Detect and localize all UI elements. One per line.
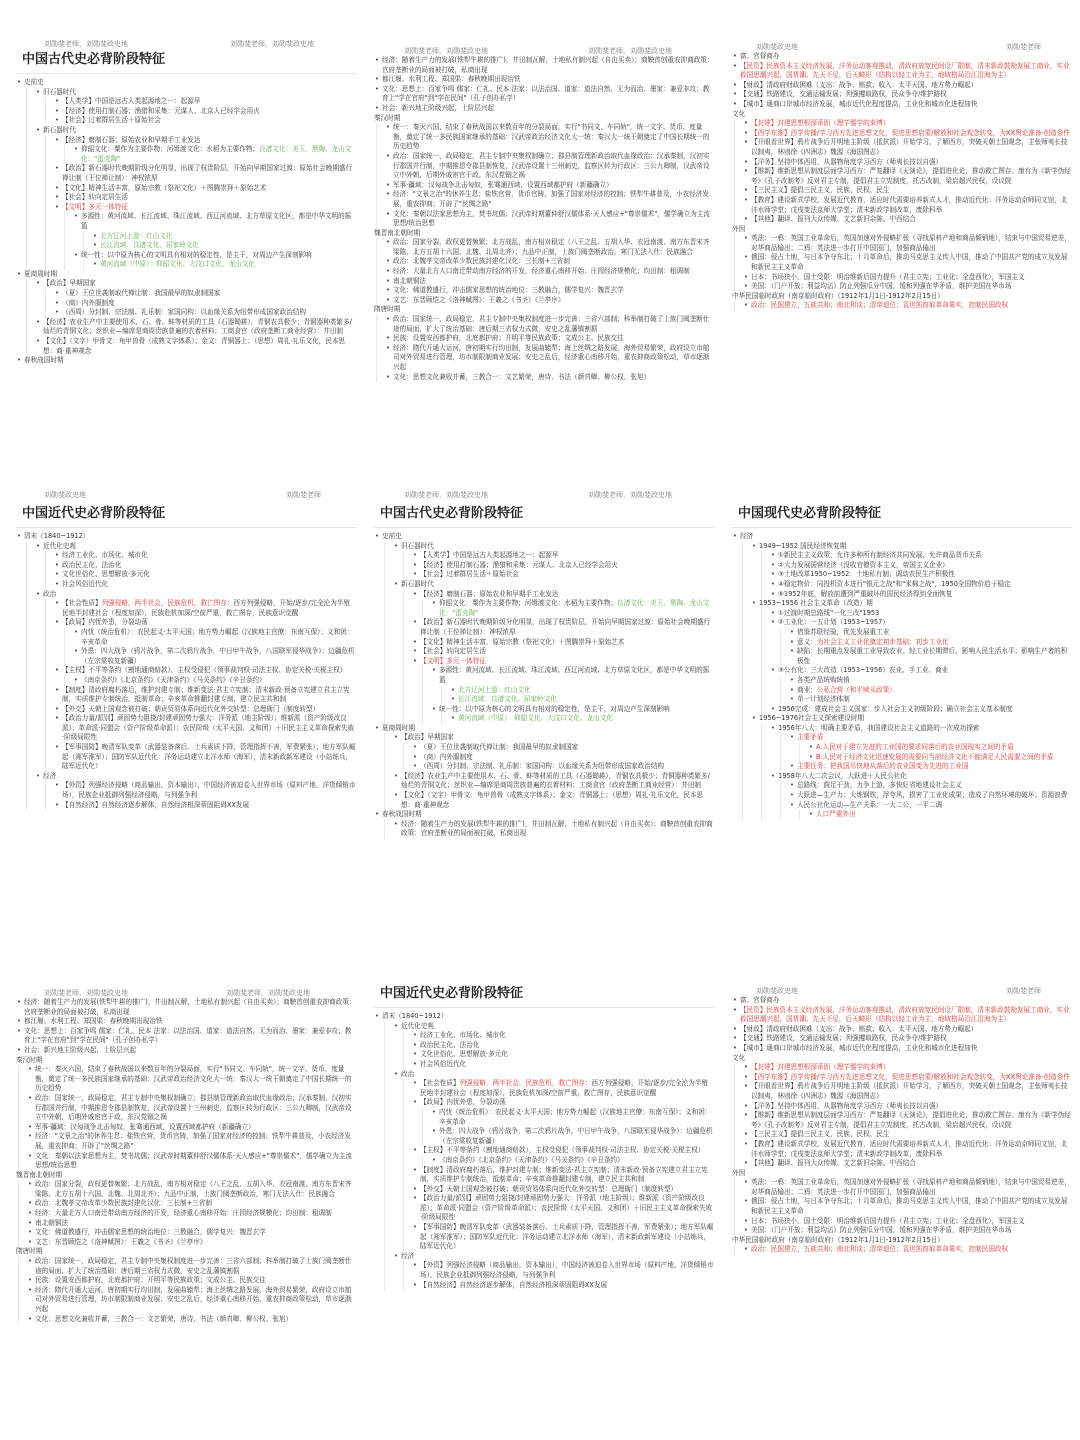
node-foreign: • 外因 • 英法：一鸦：英国工业革命后，英国加速对外侵略扩张（寻找原料产地和商品倾销地），结束与中国贸易逆差，对华商品输出；二鸦：英法进一步打开中国国门，加强商品输出 • 俄国：侵占土地，与日本争夺东北；十月革命后，推动马克思主义传入中国，推动了中国共产党的成立及发展和新民主主义革命 • 日本：书场狭小，国土受限：明治维新后国力提升（君主立宪；工业化；全盘西化），军国主义 • 美国：（门户开放；利益均沾）防止列强瓜分中国，缓和列强在华矛盾，维护美国在华市场 [732,1169,1072,1236]
node-xia: • 夏商周时期 • 【政治】早期国家 • （夏）王位世袭制取代禅让制：我国最早的奴隶制国家 • （商）内外服制度 • （西周）分封制、宗法制、礼乐制：家国同构：以血缘关系为纽带形成国家政治结构 • 【经济】农业生产中主要使用木、石、骨、蚌等材质的工具（石器锄耕），青铜农具极少；青铜器种类繁多/灿烂的青铜文化；丝织业—编席是商周贵族普遍的衣着材料；工商食官（政府垄断工商业经营）：井田制 • 【文化】（文字）甲骨文：龟甲兽骨（成熟文字体系）；金文：青铜器上；（思想）周礼·礼乐文化，民本思想：商·重神观念 [374,724,714,810]
list-item: • 【政治】新石器时代晚期阶级分化明显，出现了权贵阶层，开始向早期国家过渡：原始社会晚期盛行禅让制（王位禅让制）：神权浓厚 [412,618,714,637]
list-item: • 政治 • 【社会性质】列强侵略，两半社会，民族危机，救亡图存：西方列强侵略，开始/逐步/完全沦为半殖民地半封建社会（程度加深），民族危机加深/空前严重，救亡图存，民族意识觉醒 • 【政局】内忧外患，分裂动荡 • 内忧（统治危机）：农民起义·太平天国；地方势力崛起（汉族地主官僚：东南互保）；义和团：辛亥革命 • 外患：四大战争（鸦片战争，第二次鸦片战争，中日甲午战争，八国联军侵华战争）：边疆危机（左宗棠收复新疆） • 【主权】不平等条约（割地通商赔款），主权受侵犯（领事裁判权·司法主权、协定关税·关税主权） • 《南京条约》《北京条约》《天津条约》《马关条约》《辛丑条约》 • 【制度】清政府腐朽落后，维护封建专制；维新变法·君主立宪制；清末新政·预备立宪建立君主立宪制，实质维护专制统治，抵制革命；辛亥革命推翻封建专制，建立民主共和制 • 【外交】天朝上国观念被打破；朝贡贸易体系向近代化外交转型：总理衙门（制度转型） • 【政治力量/派别】顽固势力阻挠/封建顽固势力强大：洋务派（地主阶级）；维新派（资产阶级改良派）；革命派·同盟会（资产阶级革命派）；农民阶级（太平天国、义和团）＋旧民主主义革命探索失败·阶级局限性 • 【军事国防】晚清军队变革（武器装备落后、士兵素质下降，管理指挥不善，军费紧张）；地方军队崛起（湘军淮军）；国防军队近代化：洋务运动建立北洋水师（海军），清末新政新军建设（小站练兵，陆军近代化） [393,1070,714,1252]
watermark: 刘勋斐政史地 [756,987,798,995]
list-item: • 【教育】建设新式学校，发展近代教育，适应时代需要培养新式人才，推动近代化：洋务运动京师同文馆，北洋水师学堂；戊戌变法京师大学堂；清末新政学制改革，废除科举 [743,196,1072,215]
outline-tree [374,56,714,382]
node-qing: • 清末（1840~1912） • 近代化史观 • 经济工业化、市场化、城市化 • 政治民主化、法治化 • 文化世俗化、思想解放·多元化 • 社会风俗近代化 • 政治 • 【社会性质】列强侵略，两半社会，民族危机，救亡图存：西方列强侵略，开始/逐步/完全沦为半殖民地半封建社会（程度加深），民族危机加深/空前严重，救亡图存，民族意识觉醒 • 【政局】内忧外患，分裂动荡 • 内忧（统治危机）：农民起义·太平天国；地方势力崛起（汉族地主官僚：东南互保）；义和团：辛亥革命 • 外患：四大战争（鸦片战争，第二次鸦片战争，中日甲午战争，八国联军侵华战争）：边疆危机（左宗棠收复新疆） • 【主权】不平等条约（割地通商赔款），主权受侵犯（领事裁判权·司法主权、协定关税·关税主权） • 《南京条约》《北京条约》《天津条约》《马关条约》《辛丑条约》 • 【制度】清政府腐朽落后，维护封建专制；维新变法·君主立宪制；清末新政·预备立宪建立君主立宪制，实质维护专制统治，抵制革命；辛亥革命推翻封建专制，建立民主共和制 • 【外交】天朝上国观念被打破；朝贡贸易体系向近代化外交转型：总理衙门（制度转型） • 【政治力量/派别】顽固势力阻挠/封建顽固势力强大：洋务派（地主阶级）；维新派（资产阶级改良派）；革命派·同盟会（资产阶级革命派）；农民阶级（太平天国、义和团）＋旧民主主义革命探索失败·阶级局限性 • 【军事国防】晚清军队变革（武器装备落后、士兵素质下降，管理指挥不善，军费紧张）；地方军队崛起（湘军淮军）；国防军队近代化：洋务运动建立北洋水师（海军），清末新政新军建设（小站练兵，陆军近代化） • 经济 • 【外资】列强经济侵略（商品输出，资本输出），中国经济被迫卷入世界市场（原料产地，洋货倾销市场），民族企业抵御列强经济侵略，与列强争利 • 【自然经济】自然经济逐步解体，自然经济根深蒂固阻碍XX发展 [374,1012,714,1290]
list-item: • 【洋务】坚持中体西用，从器物角度学习西方（师夷长技以自强） [743,158,1072,168]
list-item: • 【外资】列强经济侵略（商品输出，资本输出），中国经济被迫卷入世界市场（原料产地，洋货倾销市场），民族企业抵御列强经济侵略，与列强争利 [54,781,356,800]
list-item: • 美国：（门户开放；利益均沾）防止列强瓜分中国，缓和列强在华矛盾，维护美国在华市场 [743,282,1072,292]
list-item: • 政治：国家分裂，政权更替频繁；北方战乱，南方相对稳定（八王之乱、五胡入华、衣冠南渡、南方东晋宋齐梁陈、北方五胡十六国、北魏、北周北齐）；九品中正制，士族门阀垄断政治，寒门无法入仕：民族融合 [27,1180,356,1199]
list-item: • 英法：一鸦：英国工业革命后，英国加速对外侵略扩张（寻找原料产地和商品倾销地），结束与中国贸易逆差，对华商品输出；二鸦：英法进一步打开中国国门，加强商品输出 [743,1178,1072,1197]
outline-tree [16,78,356,366]
node-foreign: • 外因 • 英法：一鸦：英国工业革命后，英国加速对外侵略扩张（寻找原料产地和商品倾销地），结束与中国贸易逆差，对华商品输出；二鸦：英法进一步打开中国国门，加强商品输出 • 俄国：侵占土地，与日本争夺东北；十月革命后，推动马克思主义传入中国，推动了中国共产党的成立及发展和新民主主义革命 • 日本：书场狭小，国土受限：明治维新后国力提升（君主立宪；工业化；全盘西化），军国主义 • 美国：（门户开放；利益均沾）防止列强瓜分中国，缓和列强在华矛盾，维护美国在华市场 [732,225,1072,292]
list-item: • 内忧（统治危机）：农民起义·太平天国；地方势力崛起（汉族地主官僚：东南互保）；义和团：辛亥革命 [73,628,356,647]
outline-tree [374,532,714,839]
node-paleo: • 旧石器时代 • 【人类学】中国是远古人类起源地之一：起源早 • 【经济】使用打制石器；渔猎和采集：元谋人、北京人已经学会用火 • 【社会】过着群居生活＋原始社会 [35,88,356,126]
list-item: • 文化：秦朝以法家思想为主，焚书坑儒；汉武帝时期董仲舒汉儒体系·天人感应+"尊崇儒术"，儒学确立为主流思想/统治思想 [385,210,714,229]
outline-tree [732,532,1072,820]
list-item: • 【财政】清政府财政困难（支出：战争、赔款；收入：太平天国、地方势力崛起） [732,81,1072,91]
list-item: • 【文明】多元一体特征 • 多源性：黄河流域、长江流域、珠江流域、西辽河流域、北方草原文化区，都是中华文明的摇篮 • 北方辽河上游：红山文化 • 长江流域：良渚文化、屈家岭文化 • 统一性：以中原为核心的文明具有相对的稳定性，是主干，对周边产生深刻影响 • 黄河流域（中原）：仰韶文化、大汶口文化、龙山文化 [412,657,714,724]
panel-ancient-4 [16,982,356,1432]
panel-modern-2 [732,34,1072,504]
list-item: • （夏）王位世袭制取代禅让制：我国最早的奴隶制国家 [412,743,714,753]
node-minguo: • 中华民国临时政府（南京临时政府）（1912年1月1日-1912年2月15日） • 政治：民国建立，五族共和；南北和谈；清帝退位；袁世凯窃取革命果实，控制民国政权 [732,1236,1072,1255]
list-item: • 【军事国防】晚清军队变革（武器装备落后、士兵素质下降，管理指挥不善，军费紧张）；地方军队崛起（湘军淮军）；国防军队近代化：洋务运动建立北洋水师（海军），清末新政新军建设（小站练兵，陆军近代化） [54,743,356,772]
list-item: • 借鉴苏联经验，优先发展重工业 [789,628,1072,638]
list-item: • 【交通】铁路建设，交通运输发展；列强攫取路权，民众争夺/维护路权 [732,1034,1072,1044]
list-item: • 【主权】不平等条约（割地通商赔款），主权受侵犯（领事裁判权·司法主权、协定关税·关税主权） • 《南京条约》《北京条约》《天津条约》《马关条约》《辛丑条约》 [54,666,356,685]
page-title: 中国近代史必背阶段特征 [22,506,166,521]
watermark: 刘勋斐老师，刘勋斐政史地 [44,989,128,997]
list-item: • 经济：隋代开通大运河，唐初期实行均田制，发展曲辕犁；海上丝绸之路发展，海外贸易繁荣，政府设立市舶司对外贸易进行管理，坊市制限制商业发展；安史之乱后，经济重心南移开始，重农抑商政策松动，草市逐渐兴起 [27,1286,356,1315]
list-item: • ③公有化：三大改造（1953~1956）农业、手工业、商业 • 各类产品统购统销 • 商业：公私合营（和平赎买政策） • 单一计划经济体制 [770,666,1072,704]
list-item: • 黄河流域（中原）：仰韶文化、大汶口文化、龙山文化 [92,260,356,270]
list-item: • 政治：北魏孝文帝改革少数民族封建化汉化：三长制+三省制 [385,257,714,267]
list-item: • 文化：思想文化兼收并蓄，三教合一：文艺繁荣，唐诗、书法（颜真卿、柳公权、张旭） [27,1315,356,1325]
list-item: • 人民公社化运动—生产关系：一大二公，一平二调 • 人口严重外出 [789,801,1072,820]
list-item: • B.人民对于经济文化迅速发展的需要同当前经济文化不能满足人民需要之间的矛盾 [808,753,1072,763]
list-item: • 政治：民国建立，五族共和；南北和谈；清帝退位；袁世凯窃取革命果实，控制民国政权 [743,301,1072,311]
list-item: • 社会风俗近代化 [54,580,356,590]
node-qinhan: • 秦汉时期 • 统一：秦灭六国，结束了春秋战国以来数百年的分裂局面，实行"书同文、车同轨"，统一文字、货币、度量衡，奠定了统一多民族国家继承的基础：汉武帝政治经济文化大一统：秦汉大一统王朝奠定了中国长期统一的历史趋势 • 政治：国家统一，政局稳定，君主专制中央集权制确立；郡县制管理新政治取代血缘政治；汉承秦制，汉初实行郡国并行制，中期推恩令郡县制恢复，汉武帝设置十三州刺史，监察区转为行政区：三公九卿制，汉武帝设立中外朝，后期外戚宦官干政，东汉党锢之祸 • 军事·疆域：汉匈战争北击匈奴，张骞通西域，设置西域都护府（新疆确立） • 经济："文景之治"的休养生息；盐铁官营，货币官铸，加强了国家对经济的控制；铁犁牛耕普及，小农经济发展，重农抑商；开辟了"丝绸之路" • 文化：秦朝以法家思想为主，焚书坑儒；汉武帝时期董仲舒汉儒体系·天人感应+"尊崇儒术"，儒学确立为主流思想/统治思想 [16,1056,356,1171]
list-item: • 都江堰、水利工程、郑国渠：春秋晚期出现冶铁 [16,1017,356,1027]
list-item: • 多源性：黄河流域、长江流域、珠江流域、西辽河流域、北方草原文化区，都是中华文明的摇篮 • 北方辽河上游：红山文化 • 长江流域：良渚文化、屈家岭文化 [431,666,714,704]
list-item: • 【政治】新石器时代晚期阶级分化明显，出现了权贵阶层，开始向早期国家过渡：原始社会晚期盛行禅让制（王位禅让制）：神权浓厚 [54,164,356,183]
page-title: 中国近代史必背阶段特征 [380,986,524,1001]
list-item: • 【社会】转向定居生活 [54,193,356,203]
list-item: • 【经济】使用打制石器；渔猎和采集：元谋人、北京人已经学会用火 [412,561,714,571]
list-item: • 《南京条约》《北京条约》《天津条约》《马关条约》《辛丑条约》 [73,676,356,686]
divider [16,527,356,528]
list-item: • 多源性：黄河流域、长江流域、珠江流域、西辽河流域、北方草原文化区，都是中华文明的摇篮 • 北方辽河上游：红山文化 • 长江流域：良渚文化、屈家岭文化 [73,212,356,250]
list-item: • 【交通】铁路建设，交通运输发展；列强攫取路权，民众争夺/维护路权 [732,90,1072,100]
page-title: 中国现代史必背阶段特征 [738,506,882,521]
list-item: • 社会：新兴地主阶级兴起，士阶层兴起 [374,104,714,114]
list-item: • 【军事国防】晚清军队变革（武器装备落后、士兵素质下降，管理指挥不善，军费紧张）；地方军队崛起（湘军淮军）；国防军队近代化：洋务运动建立北洋水师（海军），清末新政新军建设（小站练兵，陆军近代化） [412,1223,714,1252]
list-item: • 主要矛盾 • A.人民对于建立先进的工业国的要求同落后的农业国现实之间的矛盾 • B.人民对于经济文化迅速发展的需要同当前经济文化不能满足人民需要之间的矛盾 [789,733,1072,762]
list-item: • 外患：四大战争（鸦片战争，第二次鸦片战争，中日甲午战争，八国联军侵华战争）：边疆危机（左宗棠收复新疆） [431,1127,714,1146]
list-item: • 【教育】建设新式学校，发展近代教育，适应时代需要培养新式人才，推动近代化：洋务运动京师同文馆，北洋水师学堂；戊戌变法京师大学堂；清末新政学制改革，废除科举 [743,1140,1072,1159]
node-spring: • 春秋战国时期 • 经济：随着生产力的发展(铁犁牛耕的推广)，井田制瓦解，土地私有制兴起（自由买卖）；商鞅首创重农抑商政策：官府垄断业的局面被打破，私商出现 [374,810,714,839]
panel-modern-1 [16,486,356,956]
list-item: • 【城市】通商口岸城市经济发展，城市近代化程度提高，工业化和城市化进程加快 [732,1044,1072,1054]
list-item: • 【其他】翻译、报刊大众传媒、文艺新旧杂陈、中西结合 [743,215,1072,225]
list-item: • 俄国：侵占土地，与日本争夺东北；十月革命后，推动马克思主义传入中国，推动了中国共产党的成立及发展和新民主主义革命 [743,253,1072,272]
list-item: • 各类产品统购统销 [789,676,1072,686]
list-item: • 文化：秦朝以法家思想为主，焚书坑儒；汉武帝时期董仲舒汉儒体系·天人感应+"尊崇儒术"，儒学确立为主流思想/统治思想 [27,1152,356,1171]
panel-modern-4 [732,982,1072,1432]
watermark: 刘勋斐老师，刘勋斐政史地 [404,491,488,499]
list-item: • 1949~1952 国民经济恢复期 • ①新民主主义政策，允许多种所有制经济共同发展，允许商品货币关系 • ②大力发展国营经济（没收官僚资本主义，帝国主义企业） • ③土地改革1950~1952：土地私有制；调动农民生产积极性 • ④稳定物价：同投机资本进行"银元之战"和"米棉之战"，1950全国物价趋于稳定 • ⑤1952年底，解放前遭到严重破坏的国民经济得到全面恢复 [751,542,1072,600]
list-item: • 单一计划经济体制 [789,695,1072,705]
list-item: • 商业：公私合营（和平赎买政策） [789,686,1072,696]
list-item: • 北方辽河上游：红山文化 [92,232,356,242]
node-qinhan: • 秦汉时期 • 统一：秦灭六国，结束了春秋战国以来数百年的分裂局面，实行"书同文、车同轨"，统一文字、货币、度量衡，奠定了统一多民族国家继承的基础：汉武帝政治经济文化大一统：秦汉大一统王朝奠定了中国长期统一的历史趋势 • 政治：国家统一，政局稳定，君主专制中央集权制确立；郡县制管理新政治取代血缘政治；汉承秦制，汉初实行郡国并行制，中期推恩令郡县制恢复，汉武帝设置十三州刺史，监察区转为行政区：三公九卿制，汉武帝设立中外朝，后期外戚宦官干政，东汉党锢之祸 • 军事·疆域：汉匈战争北击匈奴，张骞通西域，设置西域都护府（新疆确立） • 经济："文景之治"的休养生息；盐铁官营，货币官铸，加强了国家对经济的控制；铁犁牛耕普及，小农经济发展，重农抑商；开辟了"丝绸之路" • 文化：秦朝以法家思想为主，焚书坑儒；汉武帝时期董仲舒汉儒体系·天人感应+"尊崇儒术"，儒学确立为主流思想/统治思想 [374,114,714,229]
list-item: • 【封建】封建思想根深蒂固（理学儒学的束缚） [743,1063,1072,1073]
watermark: 刘勋斐老师，刘勋斐政史地 [588,491,672,499]
panel-modern-3 [374,982,714,1432]
list-item: • 文化：思想上：百家争鸣 儒家：仁礼、民本 法家：以法治国、道家：道法自然、无为而治、墨家：兼爱非攻；教育上"学在官府"到"学在民间"（孔子创办私学） [16,1027,356,1046]
watermark: 刘勋斐老师，刘勋斐政史地 [588,47,672,55]
list-item: • 【外资】列强经济侵略（商品输出，资本输出），中国经济被迫卷入世界市场（原料产地，洋货倾销市场），民族企业抵御列强经济侵略，与列强争利 [412,1261,714,1280]
list-item: • 【外交】天朝上国观念被打破；朝贡贸易体系向近代化外交转型：总理衙门（制度转型） [54,705,356,715]
list-item: • 【政治力量/派别】顽固势力阻挠/封建顽固势力强大：洋务派（地主阶级）；维新派（资产阶级改良派）；革命派·同盟会（资产阶级革命派）；农民阶级（太平天国、义和团）＋旧民主主义革命探索失败·阶级局限性 [412,1194,714,1223]
list-item: • 统一：秦灭六国，结束了春秋战国以来数百年的分裂局面，实行"书同文、车同轨"，统一文字、货币、度量衡，奠定了统一多民族国家继承的基础：汉武帝政治经济文化大一统：秦汉大一统王朝奠定了中国长期统一的历史趋势 [385,123,714,152]
list-item: • 【政局】内忧外患，分裂动荡 • 内忧（统治危机）：农民起义·太平天国；地方势力崛起（汉族地主官僚：东南互保）；义和团：辛亥革命 • 外患：四大战争（鸦片战争，第二次鸦片战争，中日甲午战争，八国联军侵华战争）：边疆危机（左宗棠收复新疆） [412,1098,714,1146]
list-item: • 经济 • 【外资】列强经济侵略（商品输出，资本输出），中国经济被迫卷入世界市场（原料产地，洋货倾销市场），民族企业抵御列强经济侵略，与列强争利 • 【自然经济】自然经济逐步解体，自然经济根深蒂固阻碍XX发展 [393,1252,714,1290]
list-item: • 【政治力量/派别】顽固势力阻挠/封建顽固势力强大：洋务派（地主阶级）；维新派（资产阶级改良派）；革命派·同盟会（资产阶级革命派）；农民阶级（太平天国、义和团）＋旧民主主义革命探索失败·阶级局限性 [54,714,356,743]
list-item: • 富、官督商办 [732,52,1072,62]
panel-ancient-2 [374,34,714,504]
list-item: • （商）内外服制度 [54,299,356,309]
node-spring: • 春秋战国时期 [16,356,356,366]
list-item: • 统一性：以中原为核心的文明具有相对的稳定性，是主干，对周边产生深刻影响 • 黄河流域（中原）：仰韶文化、大汶口文化、龙山文化 [73,251,356,270]
list-item: • 经济："文景之治"的休养生息；盐铁官营，货币官铸，加强了国家对经济的控制；铁犁牛耕普及，小农经济发展，重农抑商；开辟了"丝绸之路" [385,190,714,209]
list-item: • 经济 • 【外资】列强经济侵略（商品输出，资本输出），中国经济被迫卷入世界市场（原料产地，洋货倾销市场），民族企业抵御列强经济侵略，与列强争利 • 【自然经济】自然经济逐步解体，自然经济根深蒂固阻碍XX发展 [35,772,356,810]
list-item: • 经济：随着生产力的发展(铁犁牛耕的推广)，井田制瓦解，土地私有制兴起（自由买卖）；商鞅首创重农抑商政策：官府垄断业的局面被打破，私商出现 [16,998,356,1017]
list-item: • （夏）王位世袭制取代禅让制：我国最早的奴隶制国家 [54,289,356,299]
list-item: • 统一性：以中原为核心的文明具有相对的稳定性，是主干，对周边产生深刻影响 • 黄河流域（中原）：仰韶文化、大汶口文化、龙山文化 [431,705,714,724]
list-item: • ②工业化：一五计划（1953~1957） • 借鉴苏联经验，优先发展重工业 • 意义：为社会主义工业化奠定初步基础：初步工业化 • 缺陷：长期重点发展重工业导致农业、轻工业长期滞后，影响人民生活水平；影响生产者的积极性 [770,618,1072,666]
list-item: • 【开眼看世界】鸦片战争后开明地主阶级（抵抗派）开始学习，了解西方，突破天朝上国观念，主张师夷长技以制夷，林则徐《四洲志》魏源《海国图志》 [743,1082,1072,1101]
node-weijin: • 魏晋南北朝时期 • 政治：国家分裂，政权更替频繁；北方战乱，南方相对稳定（八王之乱、五胡入华、衣冠南渡、南方东晋宋齐梁陈、北方五胡十六国、北魏、北周北齐）；九品中正制，士族门阀垄断政治，寒门无法入仕：民族融合 • 政治：北魏孝文帝改革少数民族封建化汉化：三长制+三省制 • 经济：大量北方人口南迁带动南方经济的开发，经济重心南移开始：庄园经济规模化；均田制：租调制 • 南北朝铜法 • 文化：佛道教盛行，冲击儒家思想的统治地位：三教融合，儒学复兴：魏晋玄学 • 文艺：东晋顾恺之《洛神赋图》：王羲之《书圣》《兰亭序》 [16,1171,356,1248]
list-item: • 政治：国家统一，政局稳定，君主专制中央集权制度进一步完善：三省六部制；科举制打破了士族门阀垄断仕途的局面，扩大了统治基础：唐后期三省权力式微，安史之乱藩镇割据 [385,315,714,334]
list-item: • 【城市】通商口岸城市经济发展，城市近代化程度提高，工业化和城市化进程加快 [732,100,1072,110]
list-item: • 【经济】使用打制石器；渔猎和采集：元谋人、北京人已经学会用火 [54,107,356,117]
list-item: • 【三民主义】提倡三民主义，民族、民权、民生 [743,186,1072,196]
list-item: • （西周）分封制、宗法制、礼乐制：家国同构：以血缘关系为纽带形成国家政治结构 [54,308,356,318]
node-suitang: • 隋唐时期 • 政治：国家统一，政局稳定，君主专制中央集权制度进一步完善：三省六部制；科举制打破了士族门阀垄断仕途的局面，扩大了统治基础：唐后期三省权力式微，安史之乱藩镇割据 • 民族：设置安西都护府，北庭都护府；开明平等民族政策；文成公主、民族交往 • 经济：隋代开通大运河，唐初期实行均田制，发展曲辕犁；海上丝绸之路发展，海外贸易繁荣，政府设立市舶司对外贸易进行管理，坊市制限制商业发展；安史之乱后，经济重心南移开始，重农抑商政策松动，草市逐渐兴起 • 文化：思想文化兼收并蓄，三教合一：文艺繁荣，唐诗、书法（颜真卿、柳公权、张旭） [374,305,714,382]
list-item: • 【外交】天朝上国观念被打破；朝贡贸易体系向近代化外交转型：总理衙门（制度转型） [412,1185,714,1195]
list-item: • ①过渡时期总路线"一化三改"1953 [770,609,1072,619]
node-neo: • 新石器时代 • 【经济】磨制石器；原始农业和早期手工业发达 • 仰韶文化：粟作为主要作物；河姆渡文化：水稻为主要作物；良渚文化：美玉、黑陶、龙山文化："蛋壳陶" • 【政治】新石器时代晚期阶级分化明显，出现了权贵阶层，开始向早期国家过渡：原始社会晚期盛行禅让制（王位禅让制）：神权浓厚 • 【文化】精神生活丰富，原始宗教（祭祀文化）＋图腾崇拜＋原始艺术 • 【社会】转向定居生活 • 【文明】多元一体特征 • 多源性：黄河流域、长江流域、珠江流域、西辽河流域、北方草原文化区，都是中华文明的摇篮 • 北方辽河上游：红山文化 • 长江流域：良渚文化、屈家岭文化 • 统一性：以中原为核心的文明具有相对的稳定性，是主干，对周边产生深刻影响 • 黄河流域（中原）：仰韶文化、大汶口文化、龙山文化 [393,580,714,724]
list-item: • 【经济】磨制石器；原始农业和早期手工业发达 • 仰韶文化：粟作为主要作物；河姆渡文化：水稻为主要作物；良渚文化：美玉、黑陶、龙山文化："蛋壳陶" [54,136,356,165]
list-item: • 【社会】转向定居生活 [412,647,714,657]
list-item: • 政治：民国建立，五族共和；南北和谈；清帝退位；袁世凯窃取革命果实，控制民国政权 [743,1245,1072,1255]
divider [374,1007,714,1008]
node-culture: • 文化 • 【封建】封建思想根深蒂固（理学儒学的束缚） • 【西学东渐】西学传播/学习西方先进思想文化，促进思想启蒙/解放和社会观念转变，为XX舆论准备·创造条件 • 【开眼看世界】鸦片战争后开明地主阶级（抵抗派）开始学习，了解西方，突破天朝上国观念，主张师夷长技以制夷，林则徐《四洲志》魏源《海国图志》 • 【洋务】坚持中体西用，从器物角度学习西方（师夷长技以自强） • 【维新】维新思想从制度层面学习西方：严复翻译《天演论》，提倡进化论，推动救亡图存；康有为《新学伪经考》《孔子改制考》反对君主专制，提倡君主立宪制度，托古改制，梁启超兴民权，设议院 • 【三民主义】提倡三民主义，民族、民权、民生 • 【教育】建设新式学校，发展近代教育，适应时代需要培养新式人才，推动近代化：洋务运动京师同文馆，北洋水师学堂；戊戌变法京师大学堂；清末新政学制改革，废除科举 • 【其他】翻译、报刊大众传媒、文艺新旧杂陈、中西结合 [732,110,1072,225]
list-item: • 政治：国家统一，政局稳定，君主专制中央集权制度进一步完善：三省六部制；科举制打破了士族门阀垄断仕途的局面，扩大了统治基础：唐后期三省权力式微，安史之乱藩镇割据 [27,1257,356,1276]
list-item: • 【西学东渐】西学传播/学习西方先进思想文化，促进思想启蒙/解放和社会观念转变，为XX舆论准备·创造条件 [743,1073,1072,1083]
list-item: • 文化世俗化、思想解放·多元化 [412,1050,714,1060]
list-item: • 北方辽河上游：红山文化 [450,686,714,696]
list-item: • 日本：书场狭小，国土受限：明治维新后国力提升（君主立宪；工业化；全盘西化），军国主义 [743,1217,1072,1227]
list-item: • 《南京条约》《北京条约》《天津条约》《马关条约》《辛丑条约》 [431,1156,714,1166]
list-item: • 总路线：鼓足干劲，力争上游，多快好省地建设社会主义 [789,781,1072,791]
list-item: • 经济：随着生产力的发展(铁犁牛耕的推广)，井田制瓦解，土地私有制兴起（自由买卖）；商鞅首创重农抑商政策：官府垄断业的局面被打破，私商出现 [374,56,714,75]
list-item: • 大跃进—生产力：大炼钢铁，浮夸风，损害了工业化成果；造成了自然环境的破坏；资源浪费 [789,791,1072,801]
list-item: • ⑤1952年底，解放前遭到严重破坏的国民经济得到全面恢复 [770,590,1072,600]
list-item: • 【自然经济】自然经济逐步解体，自然经济根深蒂固阻碍XX发展 [54,801,356,811]
list-item: • 【主权】不平等条约（割地通商赔款），主权受侵犯（领事裁判权·司法主权、协定关税·关税主权） • 《南京条约》《北京条约》《天津条约》《马关条约》《辛丑条约》 [412,1146,714,1165]
list-item: • 统一：秦灭六国，结束了春秋战国以来数百年的分裂局面，实行"书同文、车同轨"，统一文字、货币、度量衡，奠定了统一多民族国家继承的基础：汉武帝政治经济文化大一统：秦汉大一统王朝奠定了中国长期统一的历史趋势 [27,1065,356,1094]
list-item: • 【政治】早期国家 • （夏）王位世袭制取代禅让制：我国最早的奴隶制国家 • （商）内外服制度 • （西周）分封制、宗法制、礼乐制：家国同构：以血缘关系为纽带形成国家政治结构 [393,733,714,771]
list-item: • 文化：思想文化兼收并蓄，三教合一：文艺繁荣，唐诗、书法（颜真卿、柳公权、张旭） [385,373,714,383]
node-weijin: • 魏晋南北朝时期 • 政治：国家分裂，政权更替频繁；北方战乱，南方相对稳定（八王之乱、五胡入华、衣冠南渡、南方东晋宋齐梁陈、北方五胡十六国、北魏、北周北齐）；九品中正制，士族门阀垄断政治，寒门无法入仕：民族融合 • 政治：北魏孝文帝改革少数民族封建化汉化：三长制+三省制 • 经济：大量北方人口南迁带动南方经济的开发，经济重心南移开始：庄园经济规模化；均田制：租调制 • 南北朝铜法 • 文化：佛道教盛行，冲击儒家思想的统治地位：三教融合，儒学复兴：魏晋玄学 • 文艺：东晋顾恺之《洛神赋图》：王羲之《书圣》《兰亭序》 [374,229,714,306]
list-item: • 富、官督商办 [732,996,1072,1006]
list-item: • 【财政】清政府财政困难（支出：战争、赔款；收入：太平天国、地方势力崛起） [732,1025,1072,1035]
list-item: • 【文化】精神生活丰富，原始宗教（祭祀文化）＋图腾崇拜＋原始艺术 [412,638,714,648]
list-item: • 军事·疆域：汉匈战争北击匈奴，张骞通西域，设置西域都护府（新疆确立） [27,1123,356,1133]
node-econ: • 经济 • 1949~1952 国民经济恢复期 • ①新民主主义政策，允许多种所有制经济共同发展，允许商品货币关系 • ②大力发展国营经济（没收官僚资本主义，帝国主义企业） • ③土地改革1950~1952：土地私有制；调动农民生产积极性 • ④稳定物价：同投机资本进行"银元之战"和"米棉之战"，1950全国物价趋于稳定 • ⑤1952年底，解放前遭到严重破坏的国民经济得到全面恢复 • 1953~1956 社会主义革命（改造）期 • ①过渡时期总路线"一化三改"1953 • ②工业化：一五计划（1953~1957） • 借鉴苏联经验，优先发展重工业 • 意义：为社会主义工业化奠定初步基础：初步工业化 • 缺陷：长期重点发展重工业导致农业、轻工业长期滞后，影响人民生活水平；影响生产者的积极性 • ③公有化：三大改造（1953~1956）农业、手工业、商业 • 各类产品统购统销 • 商业：公私合营（和平赎买政策） • 单一计划经济体制 • 1956完成：建成社会主义国家：步入社会主义初级阶段；确立社会主义基本制度 • 1956~1976社会主义探索建设时期 • 1956年八大：明确主要矛盾，我国建设社会主义道路的一次成功探索 • 主要矛盾 • A.人民对于建立先进的工业国的要求同落后的农业国现实之间的矛盾 • B.人民对于经济文化迅速发展的需要同当前经济文化不能满足人民需要之间的矛盾 • 主要任务：把我国尽快地从落后的农业国变为先进的工业国 • 1958年八大二次会议，大跃进＋人民公社化 • 总路线：鼓足干劲，力争上游，多快好省地建设社会主义 • 大跃进—生产力：大炼钢铁，浮夸风，损害了工业化成果；造成了自然环境的破坏；资源浪费 • 人民公社化运动—生产关系：一大二公，一平二调 • 人口严重外出 [732,532,1072,820]
outline-tree [16,998,356,1324]
list-item: • 1958年八大二次会议，大跃进＋人民公社化 • 总路线：鼓足干劲，力争上游，多快好省地建设社会主义 • 大跃进—生产力：大炼钢铁，浮夸风，损害了工业化成果；造成了自然环境的破坏；资源浪费 • 人民公社化运动—生产关系：一大二公，一平二调 • 人口严重外出 [770,772,1072,820]
watermark: 刘勋斐政史地 [44,491,86,499]
list-item: • 意义：为社会主义工业化奠定初步基础：初步工业化 [789,638,1072,648]
list-item: • 【民资】民族资本主义经济发展，洋务运动客观推动，清政府放宽民间设厂限制，清末新政鼓励发展工商业，实业救国思潮兴起，国货潮、先天不足，后天畸形（结构以轻工业为主，地域格局沿江沿海为主） [732,1006,1072,1025]
list-item: • 仰韶文化：粟作为主要作物；河姆渡文化：水稻为主要作物；良渚文化：美玉、黑陶、龙山文化："蛋壳陶" [431,599,714,618]
list-item: • 南北朝铜法 [385,277,714,287]
list-item: • 【社会性质】列强侵略，两半社会，民族危机，救亡图存：西方列强侵略，开始/逐步/完全沦为半殖民地半封建社会（程度加深），民族危机加深/空前严重，救亡图存，民族意识觉醒 [54,599,356,618]
list-item: • 文化：佛道教盛行，冲击儒家思想的统治地位：三教融合，儒学复兴：魏晋玄学 [27,1228,356,1238]
node-xia: • 夏商周时期 • 【政治】早期国家 • （夏）王位世袭制取代禅让制：我国最早的奴隶制国家 • （商）内外服制度 • （西周）分封制、宗法制、礼乐制：家国同构：以血缘关系为纽带形成国家政治结构 • 【经济】农业生产中主要使用木、石、骨、蚌等材质的工具（石器锄耕），青铜农具极少；青铜器种类繁多/灿烂的青铜文化；丝织业—编席是商周贵族普遍的衣着材料；工商食官（政府垄断工商业经营）：井田制 • 【文化】（文字）甲骨文：龟甲兽骨（成熟文字体系）；金文：青铜器上；（思想）周礼·礼乐文化，民本思想：商·重神观念 [16,270,356,356]
list-item: • 都江堰、水利工程、郑国渠：春秋晚期出现冶铁 [374,75,714,85]
list-item: • 【西学东渐】西学传播/学习西方先进思想文化，促进思想启蒙/解放和社会观念转变，为XX舆论准备·创造条件 [743,129,1072,139]
list-item: • 1956~1976社会主义探索建设时期 • 1956年八大：明确主要矛盾，我国建设社会主义道路的一次成功探索 • 主要矛盾 • A.人民对于建立先进的工业国的要求同落后的农业国现实之间的矛盾 • B.人民对于经济文化迅速发展的需要同当前经济文化不能满足人民需要之间的矛盾 • 主要任务：把我国尽快地从落后的农业国变为先进的工业国 • 1958年八大二次会议，大跃进＋人民公社化 • 总路线：鼓足干劲，力争上游，多快好省地建设社会主义 • 大跃进—生产力：大炼钢铁，浮夸风，损害了工业化成果；造成了自然环境的破坏；资源浪费 • 人民公社化运动—生产关系：一大二公，一平二调 • 人口严重外出 [751,714,1072,820]
list-item: • 【政局】内忧外患，分裂动荡 • 内忧（统治危机）：农民起义·太平天国；地方势力崛起（汉族地主官僚：东南互保）；义和团：辛亥革命 • 外患：四大战争（鸦片战争，第二次鸦片战争，中日甲午战争，八国联军侵华战争）：边疆危机（左宗棠收复新疆） [54,618,356,666]
list-item: • 人口严重外出 [808,810,1072,820]
page-title: 中国古代史必背阶段特征 [380,506,524,521]
list-item: • 军事·疆域：汉匈战争北击匈奴，张骞通西域，设置西域都护府（新疆确立） [385,181,714,191]
list-item: • 社会风俗近代化 [412,1060,714,1070]
list-item: • 【社会】过着群居生活＋原始社会 [54,116,356,126]
page-title: 中国古代史必背阶段特征 [22,52,166,67]
list-item: • 经济：隋代开通大运河，唐初期实行均田制，发展曲辕犁；海上丝绸之路发展，海外贸易繁荣，政府设立市舶司对外贸易进行管理，坊市制限制商业发展；安史之乱后，经济重心南移开始，重农抑商政策松动，草市逐渐兴起 [385,344,714,373]
list-item: • ①新民主主义政策，允许多种所有制经济共同发展，允许商品货币关系 [770,551,1072,561]
watermark: 刘勋斐政史地 [756,43,798,51]
list-item: • 文化：佛道教盛行，冲击儒家思想的统治地位：三教融合，儒学复兴：魏晋玄学 [385,286,714,296]
list-item: • 政治：国家分裂，政权更替频繁；北方战乱，南方相对稳定（八王之乱、五胡入华、衣冠南渡、南方东晋宋齐梁陈、北方五胡十六国、北魏、北周北齐）；九品中正制，士族门阀垄断政治，寒门无法入仕：民族融合 [385,238,714,257]
list-item: • 文化：思想上：百家争鸣 儒家：仁礼、民本 法家：以法治国、道家：道法自然、无为而治、墨家：兼爱非攻；教育上"学在官府"到"学在民间"（孔子创办私学） [374,85,714,104]
list-item: • 【维新】维新思想从制度层面学习西方：严复翻译《天演论》，提倡进化论，推动救亡图存；康有为《新学伪经考》《孔子改制考》反对君主专制，提倡君主立宪制度，托古改制，梁启超兴民权，设议院 [743,1111,1072,1130]
list-item: • 【经济】农业生产中主要使用木、石、骨、蚌等材质的工具（石器锄耕），青铜农具极少；青铜器种类繁多/灿烂的青铜文化；丝织业—编席是商周贵族普遍的衣着材料；工商食官（政府垄断工商业经营）：井田制 [35,318,356,337]
list-item: • 民族：设置安西都护府，北庭都护府；开明平等民族政策；文成公主、民族交往 [385,334,714,344]
list-item: • 【经济】农业生产中主要使用木、石、骨、蚌等材质的工具（石器锄耕），青铜农具极少；青铜器种类繁多/灿烂的青铜文化；丝织业—编席是商周贵族普遍的衣着材料；工商食官（政府垄断工商业经营）：井田制 [393,772,714,791]
list-item: • 政治：国家统一，政局稳定，君主专制中央集权制确立；郡县制管理新政治取代血缘政治；汉承秦制，汉初实行郡国并行制，中期推恩令郡县制恢复，汉武帝设置十三州刺史，监察区转为行政区：三公九卿制，汉武帝设立中外朝，后期外戚宦官干政，东汉党锢之祸 [385,152,714,181]
list-item: • 【维新】维新思想从制度层面学习西方：严复翻译《天演论》，提倡进化论，推动救亡图存；康有为《新学伪经考》《孔子改制考》反对君主专制，提倡君主立宪制度，托古改制，梁启超兴民权，设议院 [743,167,1072,186]
list-item: • 【文明】多元一体特征 • 多源性：黄河流域、长江流域、珠江流域、西辽河流域、北方草原文化区，都是中华文明的摇篮 • 北方辽河上游：红山文化 • 长江流域：良渚文化、屈家岭文化 • 统一性：以中原为核心的文明具有相对的稳定性，是主干，对周边产生深刻影响 • 黄河流域（中原）：仰韶文化、大汶口文化、龙山文化 [54,203,356,270]
list-item: • 内忧（统治危机）：农民起义·太平天国；地方势力崛起（汉族地主官僚：东南互保）；义和团：辛亥革命 [431,1108,714,1127]
outline-tree [732,52,1072,311]
outline-tree [374,1012,714,1290]
watermark: 刘勋斐老师 [1006,987,1041,995]
list-item: • 南北朝铜法 [27,1219,356,1229]
list-item: • 【制度】清政府腐朽落后，维护封建专制；维新变法·君主立宪制；清末新政·预备立宪建立君主立宪制，实质维护专制统治，抵制革命；辛亥革命推翻封建专制，建立民主共和制 [54,686,356,705]
list-item: • 仰韶文化：粟作为主要作物；河姆渡文化：水稻为主要作物；良渚文化：美玉、黑陶、龙山文化："蛋壳陶" [73,145,356,164]
list-item: • 【社会性质】列强侵略，两半社会，民族危机，救亡图存：西方列强侵略，开始/逐步/完全沦为半殖民地半封建社会（程度加深），民族危机加深/空前严重，救亡图存，民族意识觉醒 [412,1079,714,1098]
list-item: • （商）内外服制度 [412,753,714,763]
list-item: • 长江流域：良渚文化、屈家岭文化 [92,241,356,251]
list-item: • 【制度】清政府腐朽落后，维护封建专制；维新变法·君主立宪制；清末新政·预备立宪建立君主立宪制，实质维护专制统治，抵制革命；辛亥革命推翻封建专制，建立民主共和制 [412,1166,714,1185]
watermark: 刘勋斐老师，刘勋斐政史地 [230,40,314,48]
list-item: • 【文化】（文字）甲骨文：龟甲兽骨（成熟文字体系）；金文：青铜器上；（思想）周礼·礼乐文化，民本思想：商·重神观念 [35,337,356,356]
list-item: • 民族：设置安西都护府，北庭都护府；开明平等民族政策；文成公主、民族交往 [27,1276,356,1286]
list-item: • （西周）分封制、宗法制、礼乐制：家国同构：以血缘关系为纽带形成国家政治结构 [412,762,714,772]
list-item: • 【民资】民族资本主义经济发展，洋务运动客观推动，清政府放宽民间设厂限制，清末新政鼓励发展工商业，实业救国思潮兴起，国货潮、先天不足，后天畸形（结构以轻工业为主，地域格局沿江沿海为主） [732,62,1072,81]
panel-ancient-3 [374,486,714,956]
list-item: • 英法：一鸦：英国工业革命后，英国加速对外侵略扩张（寻找原料产地和商品倾销地），结束与中国贸易逆差，对华商品输出；二鸦：英法进一步打开中国国门，加强商品输出 [743,234,1072,253]
list-item: • 黄河流域（中原）：仰韶文化、大汶口文化、龙山文化 [450,714,714,724]
node-prehistory: • 史前史 • 旧石器时代 • 【人类学】中国是远古人类起源地之一：起源早 • 【经济】使用打制石器；渔猎和采集：元谋人、北京人已经学会用火 • 【社会】过着群居生活＋原始社会 • 新石器时代 • 【经济】磨制石器；原始农业和早期手工业发达 • 仰韶文化：粟作为主要作物；河姆渡文化：水稻为主要作物；良渚文化：美玉、黑陶、龙山文化："蛋壳陶" • 【政治】新石器时代晚期阶级分化明显，出现了权贵阶层，开始向早期国家过渡：原始社会晚期盛行禅让制（王位禅让制）：神权浓厚 • 【文化】精神生活丰富，原始宗教（祭祀文化）＋图腾崇拜＋原始艺术 • 【社会】转向定居生活 • 【文明】多元一体特征 • 多源性：黄河流域、长江流域、珠江流域、西辽河流域、北方草原文化区，都是中华文明的摇篮 • 北方辽河上游：红山文化 • 长江流域：良渚文化、屈家岭文化 • 统一性：以中原为核心的文明具有相对的稳定性，是主干，对周边产生深刻影响 • 黄河流域（中原）：仰韶文化、大汶口文化、龙山文化 [16,78,356,270]
list-item: • 经济："文景之治"的休养生息；盐铁官营，货币官铸，加强了国家对经济的控制；铁犁牛耕普及，小农经济发展，重农抑商；开辟了"丝绸之路" [27,1132,356,1151]
list-item: • 长江流域：良渚文化、屈家岭文化 [450,695,714,705]
panel-contemporary [732,486,1072,956]
list-item: • 【其他】翻译、报刊大众传媒、文艺新旧杂陈、中西结合 [743,1159,1072,1169]
list-item: • 文艺：东晋顾恺之《洛神赋图》：王羲之《书圣》《兰亭序》 [27,1238,356,1248]
list-item: • 文化世俗化、思想解放·多元化 [54,570,356,580]
list-item: • 政治 • 【社会性质】列强侵略，两半社会，民族危机，救亡图存：西方列强侵略，开始/逐步/完全沦为半殖民地半封建社会（程度加深），民族危机加深/空前严重，救亡图存，民族意识觉醒 • 【政局】内忧外患，分裂动荡 • 内忧（统治危机）：农民起义·太平天国；地方势力崛起（汉族地主官僚：东南互保）；义和团：辛亥革命 • 外患：四大战争（鸦片战争，第二次鸦片战争，中日甲午战争，八国联军侵华战争）：边疆危机（左宗棠收复新疆） • 【主权】不平等条约（割地通商赔款），主权受侵犯（领事裁判权·司法主权、协定关税·关税主权） • 《南京条约》《北京条约》《天津条约》《马关条约》《辛丑条约》 • 【制度】清政府腐朽落后，维护封建专制；维新变法·君主立宪制；清末新政·预备立宪建立君主立宪制，实质维护专制统治，抵制革命；辛亥革命推翻封建专制，建立民主共和制 • 【外交】天朝上国观念被打破；朝贡贸易体系向近代化外交转型：总理衙门（制度转型） • 【政治力量/派别】顽固势力阻挠/封建顽固势力强大：洋务派（地主阶级）；维新派（资产阶级改良派）；革命派·同盟会（资产阶级革命派）；农民阶级（太平天国、义和团）＋旧民主主义革命探索失败·阶级局限性 • 【军事国防】晚清军队变革（武器装备落后、士兵素质下降，管理指挥不善，军费紧张）；地方军队崛起（湘军淮军）；国防军队近代化：洋务运动建立北洋水师（海军），清末新政新军建设（小站练兵，陆军近代化） [35,590,356,772]
list-item: • 【洋务】坚持中体西用，从器物角度学习西方（师夷长技以自强） [743,1102,1072,1112]
outline-tree [16,532,356,810]
watermark: 刘勋斐老师，刘勋斐政史地 [226,989,310,997]
list-item: • 外患：四大战争（鸦片战争，第二次鸦片战争，中日甲午战争，八国联军侵华战争）：边疆危机（左宗棠收复新疆） [73,647,356,666]
list-item: • 缺陷：长期重点发展重工业导致农业、轻工业长期滞后，影响人民生活水平；影响生产者的积极性 [789,647,1072,666]
list-item: • 【人类学】中国是远古人类起源地之一：起源早 [54,97,356,107]
list-item: • A.人民对于建立先进的工业国的要求同落后的农业国现实之间的矛盾 [808,743,1072,753]
list-item: • 【人类学】中国是远古人类起源地之一：起源早 [412,551,714,561]
list-item: • 政治：北魏孝文帝改革少数民族封建化汉化：三长制+三省制 [27,1199,356,1209]
list-item: • 【开眼看世界】鸦片战争后开明地主阶级（抵抗派）开始学习，了解西方，突破天朝上国观念，主张师夷长技以制夷，林则徐《四洲志》魏源《海国图志》 [743,138,1072,157]
list-item: • 【经济】磨制石器；原始农业和早期手工业发达 • 仰韶文化：粟作为主要作物；河姆渡文化：水稻为主要作物；良渚文化：美玉、黑陶、龙山文化："蛋壳陶" [412,590,714,619]
divider [374,527,714,528]
watermark: 刘勋斐老师 [1006,43,1041,51]
list-item: • 社会：新兴地主阶级兴起，士阶层兴起 [16,1046,356,1056]
list-item: • ③土地改革1950~1952：土地私有制；调动农民生产积极性 [770,570,1072,580]
divider [732,527,1072,528]
node-qing: • 清末（1840~1912） • 近代化史观 • 经济工业化、市场化、城市化 • 政治民主化、法治化 • 文化世俗化、思想解放·多元化 • 社会风俗近代化 • 政治 • 【社会性质】列强侵略，两半社会，民族危机，救亡图存：西方列强侵略，开始/逐步/完全沦为半殖民地半封建社会（程度加深），民族危机加深/空前严重，救亡图存，民族意识觉醒 • 【政局】内忧外患，分裂动荡 • 内忧（统治危机）：农民起义·太平天国；地方势力崛起（汉族地主官僚：东南互保）；义和团：辛亥革命 • 外患：四大战争（鸦片战争，第二次鸦片战争，中日甲午战争，八国联军侵华战争）：边疆危机（左宗棠收复新疆） • 【主权】不平等条约（割地通商赔款），主权受侵犯（领事裁判权·司法主权、协定关税·关税主权） • 《南京条约》《北京条约》《天津条约》《马关条约》《辛丑条约》 • 【制度】清政府腐朽落后，维护封建专制；维新变法·君主立宪制；清末新政·预备立宪建立君主立宪制，实质维护专制统治，抵制革命；辛亥革命推翻封建专制，建立民主共和制 • 【外交】天朝上国观念被打破；朝贡贸易体系向近代化外交转型：总理衙门（制度转型） • 【政治力量/派别】顽固势力阻挠/封建顽固势力强大：洋务派（地主阶级）；维新派（资产阶级改良派）；革命派·同盟会（资产阶级革命派）；农民阶级（太平天国、义和团）＋旧民主主义革命探索失败·阶级局限性 • 【军事国防】晚清军队变革（武器装备落后、士兵素质下降，管理指挥不善，军费紧张）；地方军队崛起（湘军淮军）；国防军队近代化：洋务运动建立北洋水师（海军），清末新政新军建设（小站练兵，陆军近代化） • 经济 • 【外资】列强经济侵略（商品输出，资本输出），中国经济被迫卷入世界市场（原料产地，洋货倾销市场），民族企业抵御列强经济侵略，与列强争利 • 【自然经济】自然经济逐步解体，自然经济根深蒂固阻碍XX发展 [16,532,356,810]
list-item: • 近代化史观 • 经济工业化、市场化、城市化 • 政治民主化、法治化 • 文化世俗化、思想解放·多元化 • 社会风俗近代化 [35,542,356,590]
divider [16,73,356,74]
node-minguo: • 中华民国临时政府（南京临时政府）（1912年1月1日-1912年2月15日） • 政治：民国建立，五族共和；南北和谈；清帝退位；袁世凯窃取革命果实，控制民国政权 [732,292,1072,311]
list-item: • 1956年八大：明确主要矛盾，我国建设社会主义道路的一次成功探索 • 主要矛盾 • A.人民对于建立先进的工业国的要求同落后的农业国现实之间的矛盾 • B.人民对于经济文化迅速发展的需要同当前经济文化不能满足人民需要之间的矛盾 • 主要任务：把我国尽快地从落后的农业国变为先进的工业国 [770,724,1072,772]
list-item: • 政治：国家统一，政局稳定，君主专制中央集权制确立；郡县制管理新政治取代血缘政治；汉承秦制，汉初实行郡国并行制，中期推恩令郡县制恢复，汉武帝设置十三州刺史，监察区转为行政区：三公九卿制，汉武帝设立中外朝，后期外戚宦官干政，东汉党锢之祸 [27,1094,356,1123]
list-item: • 1956完成：建成社会主义国家：步入社会主义初级阶段；确立社会主义基本制度 [770,705,1072,715]
list-item: • 【自然经济】自然经济逐步解体，自然经济根深蒂固阻碍XX发展 [412,1281,714,1291]
list-item: • 经济：大量北方人口南迁带动南方经济的开发，经济重心南移开始：庄园经济规模化；均田制：租调制 [385,267,714,277]
list-item: • 政治民主化、法治化 [54,561,356,571]
list-item: • 【政治】早期国家 • （夏）王位世袭制取代禅让制：我国最早的奴隶制国家 • （商）内外服制度 • （西周）分封制、宗法制、礼乐制：家国同构：以血缘关系为纽带形成国家政治结构 [35,279,356,317]
list-item: • 【社会】过着群居生活＋原始社会 [412,570,714,580]
node-culture: • 文化 • 【封建】封建思想根深蒂固（理学儒学的束缚） • 【西学东渐】西学传播/学习西方先进思想文化，促进思想启蒙/解放和社会观念转变，为XX舆论准备·创造条件 • 【开眼看世界】鸦片战争后开明地主阶级（抵抗派）开始学习，了解西方，突破天朝上国观念，主张师夷长技以制夷，林则徐《四洲志》魏源《海国图志》 • 【洋务】坚持中体西用，从器物角度学习西方（师夷长技以自强） • 【维新】维新思想从制度层面学习西方：严复翻译《天演论》，提倡进化论，推动救亡图存；康有为《新学伪经考》《孔子改制考》反对君主专制，提倡君主立宪制度，托古改制，梁启超兴民权，设议院 • 【三民主义】提倡三民主义，民族、民权、民生 • 【教育】建设新式学校，发展近代教育，适应时代需要培养新式人才，推动近代化：洋务运动京师同文馆，北洋水师学堂；戊戌变法京师大学堂；清末新政学制改革，废除科举 • 【其他】翻译、报刊大众传媒、文艺新旧杂陈、中西结合 [732,1054,1072,1169]
list-item: • 政治民主化、法治化 [412,1041,714,1051]
list-item: • 经济：随着生产力的发展(铁犁牛耕的推广)，井田制瓦解，土地私有制兴起（自由买卖）；商鞅首创重农抑商政策：官府垄断业的局面被打破，私商出现 [393,820,714,839]
list-item: • 经济：大量北方人口南迁带动南方经济的开发，经济重心南移开始：庄园经济规模化；均田制：租调制 [27,1209,356,1219]
list-item: • 文艺：东晋顾恺之《洛神赋图》：王羲之《书圣》《兰亭序》 [385,296,714,306]
watermark: 刘勋斐老师 [286,491,321,499]
list-item: • 经济工业化、市场化、城市化 [54,551,356,561]
list-item: • ②大力发展国营经济（没收官僚资本主义，帝国主义企业） [770,561,1072,571]
list-item: • 经济工业化、市场化、城市化 [412,1031,714,1041]
watermark: 刘勋斐老师，刘勋斐政史地 [44,40,128,48]
panel-ancient-1 [16,34,356,504]
list-item: • 【文化】精神生活丰富，原始宗教（祭祀文化）＋图腾崇拜＋原始艺术 [54,184,356,194]
node-neo: • 新石器时代 • 【经济】磨制石器；原始农业和早期手工业发达 • 仰韶文化：粟作为主要作物；河姆渡文化：水稻为主要作物；良渚文化：美玉、黑陶、龙山文化："蛋壳陶" • 【政治】新石器时代晚期阶级分化明显，出现了权贵阶层，开始向早期国家过渡：原始社会晚期盛行禅让制（王位禅让制）：神权浓厚 • 【文化】精神生活丰富，原始宗教（祭祀文化）＋图腾崇拜＋原始艺术 • 【社会】转向定居生活 • 【文明】多元一体特征 • 多源性：黄河流域、长江流域、珠江流域、西辽河流域、北方草原文化区，都是中华文明的摇篮 • 北方辽河上游：红山文化 • 长江流域：良渚文化、屈家岭文化 • 统一性：以中原为核心的文明具有相对的稳定性，是主干，对周边产生深刻影响 • 黄河流域（中原）：仰韶文化、大汶口文化、龙山文化 [35,126,356,270]
list-item: • 俄国：侵占土地，与日本争夺东北；十月革命后，推动马克思主义传入中国，推动了中国共产党的成立及发展和新民主主义革命 [743,1197,1072,1216]
watermark: 刘勋斐老师，刘勋斐政史地 [404,47,488,55]
list-item: • 【文化】（文字）甲骨文：龟甲兽骨（成熟文字体系）；金文：青铜器上；（思想）周礼·礼乐文化，民本思想：商·重神观念 [393,791,714,810]
list-item: • 1953~1956 社会主义革命（改造）期 • ①过渡时期总路线"一化三改"1953 • ②工业化：一五计划（1953~1957） • 借鉴苏联经验，优先发展重工业 • 意义：为社会主义工业化奠定初步基础：初步工业化 • 缺陷：长期重点发展重工业导致农业、轻工业长期滞后，影响人民生活水平；影响生产者的积极性 • ③公有化：三大改造（1953~1956）农业、手工业、商业 • 各类产品统购统销 • 商业：公私合营（和平赎买政策） • 单一计划经济体制 • 1956完成：建成社会主义国家：步入社会主义初级阶段；确立社会主义基本制度 [751,599,1072,714]
outline-tree [732,996,1072,1255]
list-item: • 近代化史观 • 经济工业化、市场化、城市化 • 政治民主化、法治化 • 文化世俗化、思想解放·多元化 • 社会风俗近代化 [393,1022,714,1070]
list-item: • ④稳定物价：同投机资本进行"银元之战"和"米棉之战"，1950全国物价趋于稳定 [770,580,1072,590]
node-prehistory: • 史前史 • 旧石器时代 • 【人类学】中国是远古人类起源地之一：起源早 • 【经济】使用打制石器；渔猎和采集：元谋人、北京人已经学会用火 • 【社会】过着群居生活＋原始社会 • 新石器时代 • 【经济】磨制石器；原始农业和早期手工业发达 • 仰韶文化：粟作为主要作物；河姆渡文化：水稻为主要作物；良渚文化：美玉、黑陶、龙山文化："蛋壳陶" • 【政治】新石器时代晚期阶级分化明显，出现了权贵阶层，开始向早期国家过渡：原始社会晚期盛行禅让制（王位禅让制）：神权浓厚 • 【文化】精神生活丰富，原始宗教（祭祀文化）＋图腾崇拜＋原始艺术 • 【社会】转向定居生活 • 【文明】多元一体特征 • 多源性：黄河流域、长江流域、珠江流域、西辽河流域、北方草原文化区，都是中华文明的摇篮 • 北方辽河上游：红山文化 • 长江流域：良渚文化、屈家岭文化 • 统一性：以中原为核心的文明具有相对的稳定性，是主干，对周边产生深刻影响 • 黄河流域（中原）：仰韶文化、大汶口文化、龙山文化 [374,532,714,724]
node-paleo: • 旧石器时代 • 【人类学】中国是远古人类起源地之一：起源早 • 【经济】使用打制石器；渔猎和采集：元谋人、北京人已经学会用火 • 【社会】过着群居生活＋原始社会 [393,542,714,580]
node-suitang: • 隋唐时期 • 政治：国家统一，政局稳定，君主专制中央集权制度进一步完善：三省六部制；科举制打破了士族门阀垄断仕途的局面，扩大了统治基础：唐后期三省权力式微，安史之乱藩镇割据 • 民族：设置安西都护府，北庭都护府；开明平等民族政策；文成公主、民族交往 • 经济：隋代开通大运河，唐初期实行均田制，发展曲辕犁；海上丝绸之路发展，海外贸易繁荣，政府设立市舶司对外贸易进行管理，坊市制限制商业发展；安史之乱后，经济重心南移开始，重农抑商政策松动，草市逐渐兴起 • 文化：思想文化兼收并蓄，三教合一：文艺繁荣，唐诗、书法（颜真卿、柳公权、张旭） [16,1247,356,1324]
list-item: • 主要任务：把我国尽快地从落后的农业国变为先进的工业国 [789,762,1072,772]
list-item: • 日本：书场狭小，国土受限：明治维新后国力提升（君主立宪；工业化；全盘西化），军国主义 [743,273,1072,283]
list-item: • 【三民主义】提倡三民主义，民族、民权、民生 [743,1130,1072,1140]
list-item: • 美国：（门户开放；利益均沾）防止列强瓜分中国，缓和列强在华矛盾，维护美国在华市场 [743,1226,1072,1236]
list-item: • 【封建】封建思想根深蒂固（理学儒学的束缚） [743,119,1072,129]
